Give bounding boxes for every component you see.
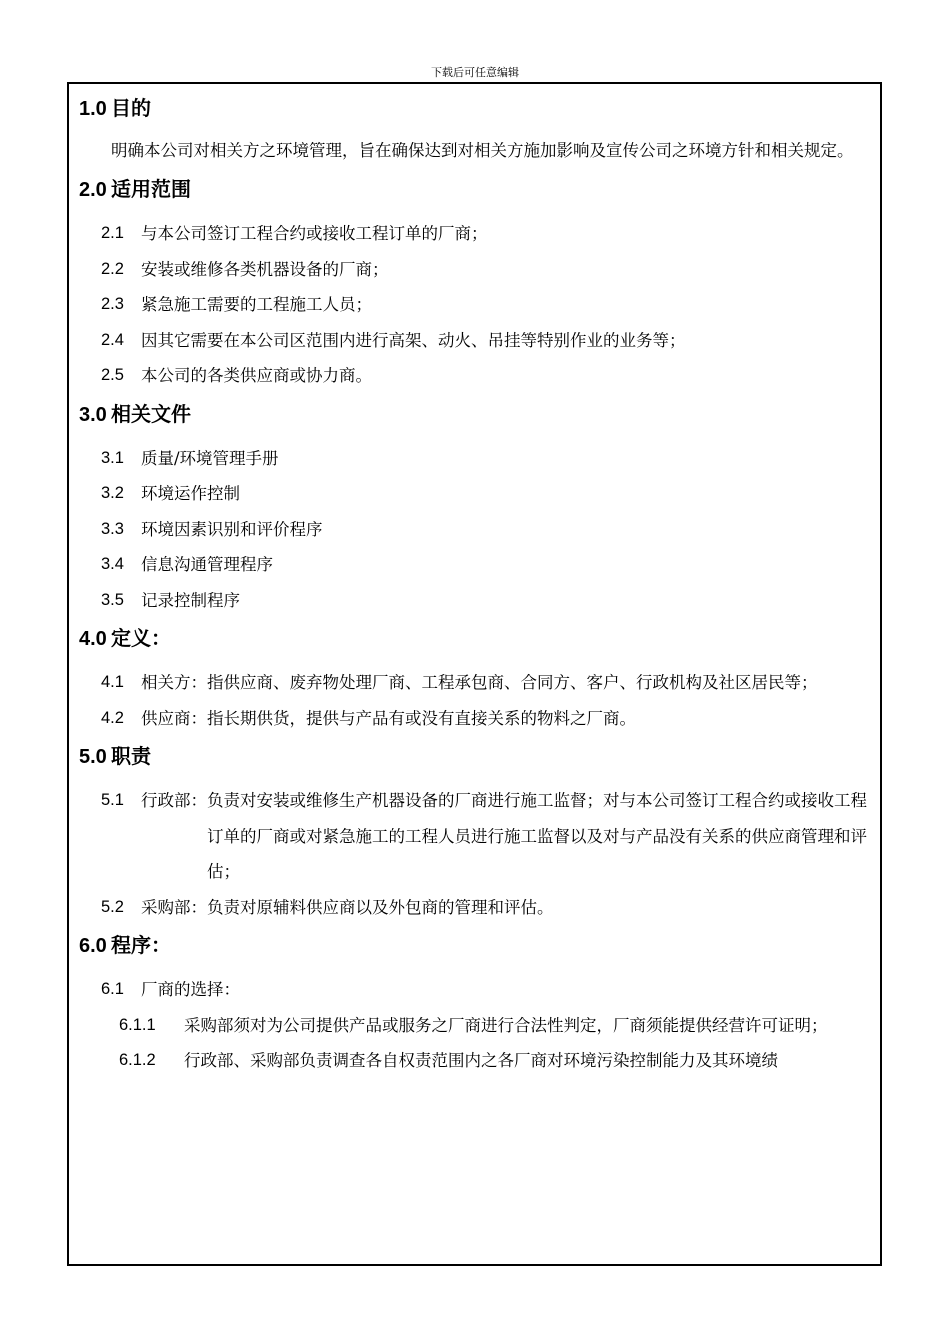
item-number: 2.1 (101, 224, 124, 242)
item-text: 采购部须对为公司提供产品或服务之厂商进行合法性判定，厂商须能提供经营许可证明； (184, 1015, 828, 1035)
list-item (79, 583, 875, 619)
list-item (79, 1008, 875, 1044)
item-text: 与本公司签订工程合约或接收工程订单的厂商； (141, 224, 488, 243)
section-heading-scope (79, 175, 875, 205)
item-text: 厂商的选择： (141, 980, 240, 999)
section-number: 3.0 (79, 403, 107, 426)
list-item (79, 252, 875, 288)
item-number: 3.1 (101, 448, 124, 467)
section-heading-related-documents (79, 400, 875, 430)
section-number: 4.0 (79, 628, 107, 650)
documents-list (79, 441, 875, 619)
list-item (79, 358, 875, 394)
list-item (79, 665, 875, 701)
item-number: 2.5 (101, 366, 124, 384)
section-title: 程序： (111, 935, 171, 957)
list-item (79, 441, 875, 477)
item-number: 2.4 (101, 330, 124, 349)
item-text: 信息沟通管理程序 (141, 555, 273, 574)
item-number: 5.1 (101, 791, 124, 809)
list-item (79, 701, 875, 737)
section-heading-purpose (79, 94, 875, 124)
item-number: 5.2 (101, 897, 124, 916)
section-heading-procedure (79, 931, 875, 961)
item-text: 指供应商、废弃物处理厂商、工程承包商、合同方、客户、行政机构及社区居民等； (207, 673, 818, 692)
list-item (79, 972, 875, 1008)
section-title: 相关文件 (111, 403, 191, 426)
item-number: 2.3 (101, 295, 124, 313)
document-content (79, 94, 875, 1085)
list-item (79, 1043, 875, 1079)
section-title: 适用范围 (111, 179, 191, 201)
header-note: 下载后可任意编辑 (431, 66, 519, 79)
item-term: 行政部： (141, 791, 207, 810)
item-term: 供应商： (141, 708, 207, 728)
section-number: 6.0 (79, 935, 107, 957)
procedure-list (79, 972, 875, 1079)
document-frame (67, 82, 882, 1266)
section-title: 职责 (111, 746, 151, 768)
list-item (79, 783, 875, 890)
item-number: 3.2 (101, 484, 124, 502)
item-term: 采购部： (141, 897, 207, 917)
item-text: 质量/环境管理手册 (141, 448, 279, 468)
list-item (79, 476, 875, 512)
item-number: 6.1 (101, 980, 124, 998)
item-text: 环境因素识别和评价程序 (141, 519, 323, 539)
item-number: 3.4 (101, 555, 124, 573)
item-term: 相关方： (141, 673, 207, 692)
item-text: 负责对原辅料供应商以及外包商的管理和评估。 (207, 897, 554, 917)
item-number: 4.1 (101, 673, 124, 691)
responsibilities-list (79, 783, 875, 925)
item-number: 3.5 (101, 590, 124, 609)
section-heading-responsibilities (79, 742, 875, 772)
item-text: 行政部、采购部负责调查各自权责范围内之各厂商对环境污染控制能力及其环境绩 (184, 1051, 778, 1070)
item-text: 本公司的各类供应商或协力商。 (141, 366, 372, 385)
section-number: 1.0 (79, 98, 107, 120)
list-item (79, 890, 875, 926)
list-item (79, 287, 875, 323)
item-text: 指长期供货，提供与产品有或没有直接关系的物料之厂商。 (207, 708, 636, 728)
item-number: 6.1.1 (119, 1015, 156, 1034)
definitions-list (79, 665, 875, 736)
item-text: 记录控制程序 (141, 590, 240, 610)
item-text: 紧急施工需要的工程施工人员； (141, 295, 372, 314)
section-heading-definitions (79, 624, 875, 654)
section-number: 5.0 (79, 746, 107, 768)
list-item (79, 323, 875, 359)
section-number: 2.0 (79, 179, 107, 201)
list-item (79, 216, 875, 252)
item-text: 负责对安装或维修生产机器设备的厂商进行施工监督；对与本公司签订工程合约或接收工程订单的厂商或对紧急施工的工程人员进行施工监督以及对与产品没有关系的供应商管理和评估； (207, 791, 867, 881)
list-item (79, 512, 875, 548)
list-item (79, 547, 875, 583)
item-number: 4.2 (101, 708, 124, 727)
scope-list (79, 216, 875, 394)
section-title: 定义： (111, 628, 171, 650)
item-text: 因其它需要在本公司区范围内进行高架、动火、吊挂等特别作业的业务等； (141, 330, 686, 350)
item-number: 2.2 (101, 259, 124, 278)
section-title: 目的 (111, 98, 151, 120)
item-number: 6.1.2 (119, 1051, 156, 1069)
item-number: 3.3 (101, 519, 124, 538)
purpose-paragraph: 明确本公司对相关方之环境管理，旨在确保达到对相关方施加影响及宣传公司之环境方针和相关规定。 (111, 141, 854, 160)
item-text: 安装或维修各类机器设备的厂商； (141, 259, 389, 279)
item-text: 环境运作控制 (141, 484, 240, 503)
